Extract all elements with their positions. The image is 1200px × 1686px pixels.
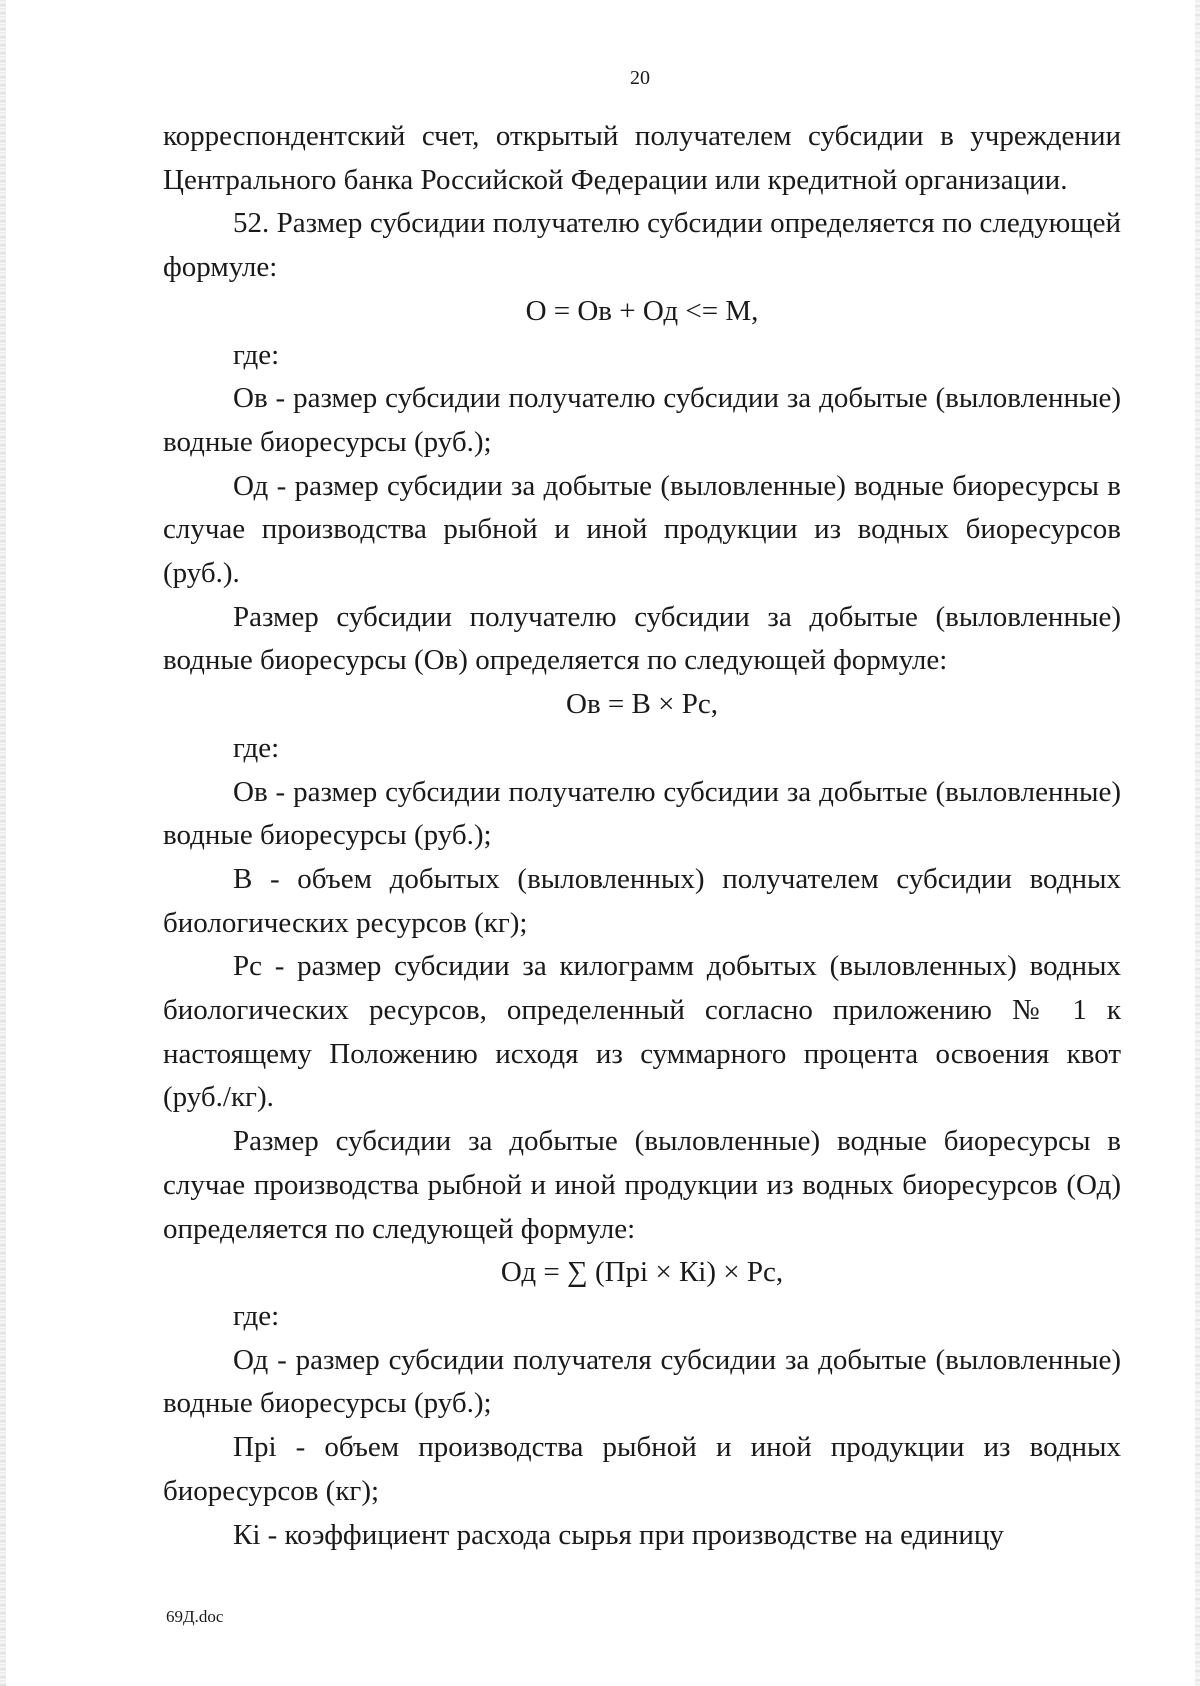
definition-v: В - объем добытых (выловленных) получателем субсидии водных биологических ресурсов (кг);: [163, 862, 1121, 939]
paragraph-od-formula-intro: Размер субсидии за добытые (выловленные) водные биоресурсы в случае производства рыбной и иной продукции из водных биоресурсов (Од) определяется по следующей формуле:: [163, 1125, 1121, 1245]
definition-rs: Рс - размер субсидии за килограмм добытых (выловленных) водных биологических ресурсов, определенный согласно приложению № 1 к настоящему Положению исходя из суммарного процента освоения квот (руб./кг).: [163, 950, 1121, 1114]
definition-od: Од - размер субсидии за добытые (выловленные) водные биоресурсы в случае производства рыбной и иной продукции из водных биоресурсов (руб.).: [163, 469, 1121, 590]
paragraph-52: 52. Размер субсидии получателю субсидии определяется по следующей формуле:: [163, 207, 1121, 284]
where-label: где:: [233, 338, 280, 371]
definition-ov: Ов - размер субсидии получателю субсидии за добытые (выловленные) водные биоресурсы (руб.);: [163, 775, 1121, 852]
formula-total: О = Ов + Од <= М,: [525, 294, 759, 327]
definition-pri: Прi - объем производства рыбной и иной продукции из водных биоресурсов (кг);: [163, 1431, 1121, 1507]
paragraph-ov-formula-intro: Размер субсидии получателю субсидии за добытые (выловленные) водные биоресурсы (Ов) определяется по следующей формуле:: [163, 600, 1121, 677]
where-label: где:: [233, 731, 280, 764]
paragraph-account: корреспондентский счет, открытый получателем субсидии в учреждении Центрального банка Российской Федерации или кредитной организации.: [163, 120, 1121, 196]
definition-od: Од - размер субсидии получателя субсидии за добытые (выловленные) водные биоресурсы (руб.);: [163, 1343, 1121, 1420]
where-label: где:: [233, 1299, 280, 1332]
scan-edge-right: [1195, 0, 1200, 1686]
formula-ov: Ов = В × Рс,: [566, 688, 718, 721]
definition-ov: Ов - размер субсидии получателю субсидии за добытые (выловленные) водные биоресурсы (руб.);: [163, 382, 1121, 458]
scan-edge-left: [0, 0, 6, 1686]
page-number: 20: [630, 67, 650, 89]
document-body: [163, 115, 1121, 1557]
footer-filename: 69Д.doc: [166, 1607, 224, 1626]
definition-ki: Кi - коэффициент расхода сырья при производстве на единицу: [233, 1518, 1004, 1551]
formula-od: Од = ∑ (Прi × Кi) × Рс,: [500, 1256, 784, 1289]
